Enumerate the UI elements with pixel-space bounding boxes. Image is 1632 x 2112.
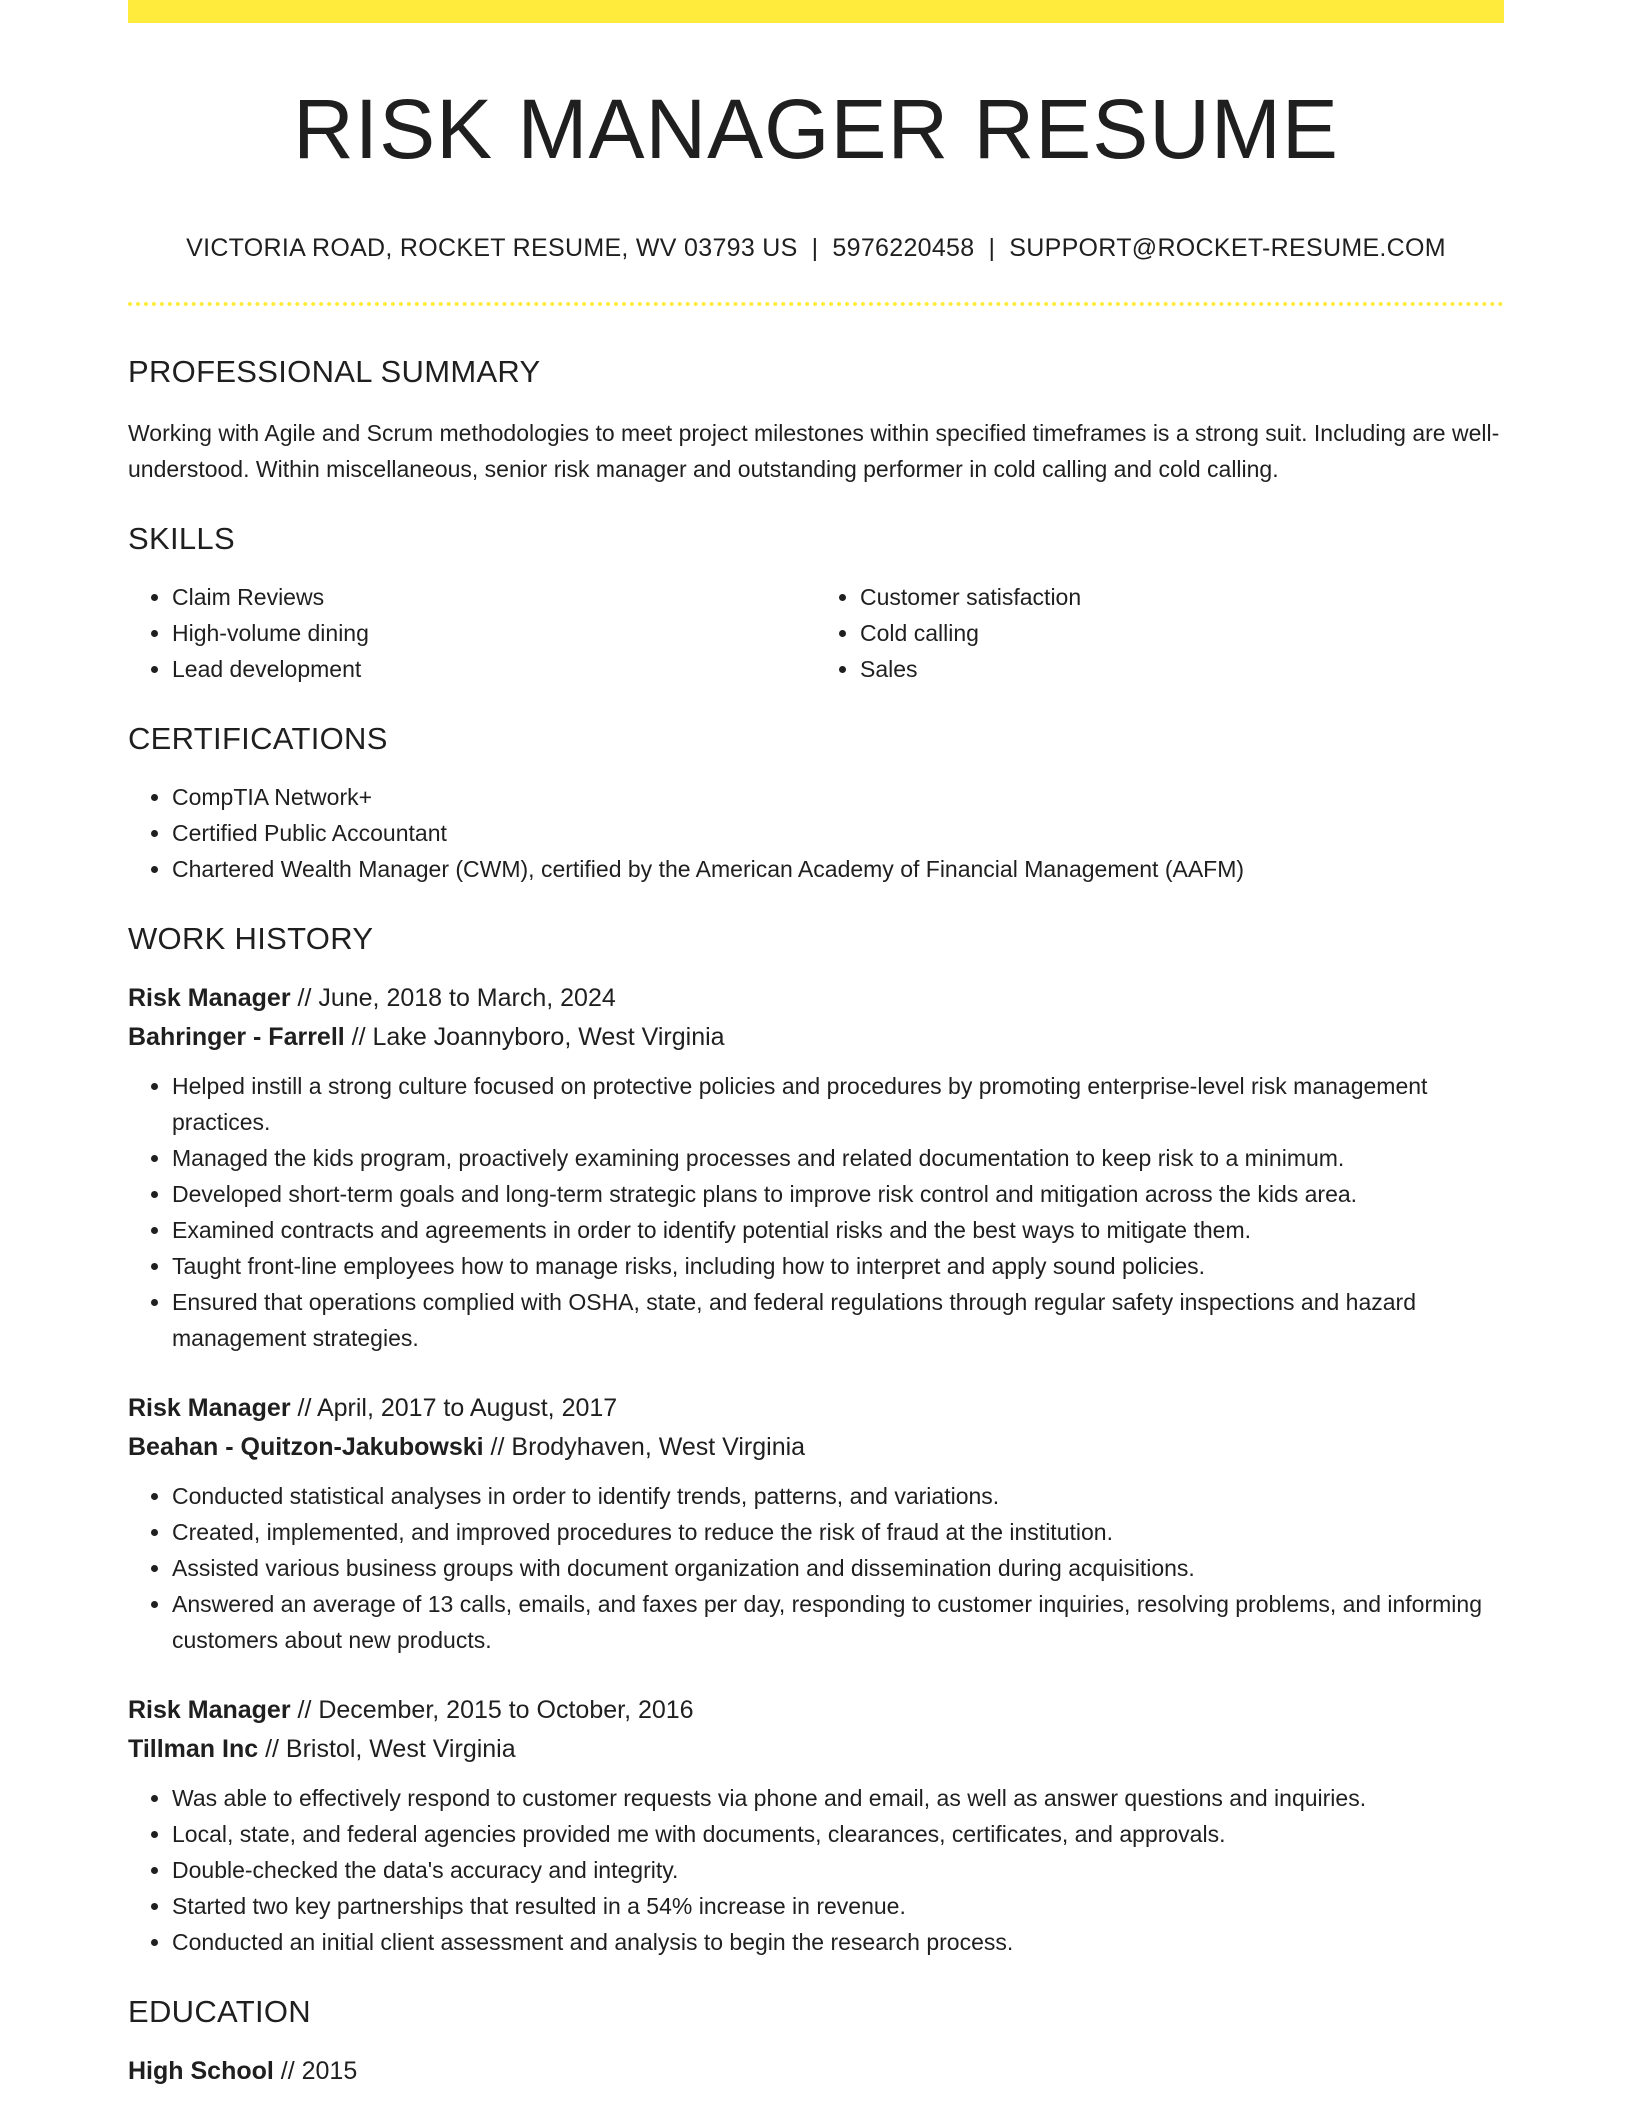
skills-list-left <box>128 579 816 687</box>
list-item: • High-volume dining <box>172 615 816 651</box>
list-item: • Answered an average of 13 calls, emails, and faxes per day, responding to customer inquiries, resolving problems, and informing customers about new products. <box>172 1586 1504 1658</box>
section-heading-education: EDUCATION <box>128 1994 311 2030</box>
job-role: Risk Manager <box>128 984 291 1013</box>
list-item: • Started two key partnerships that resulted in a 54% increase in revenue. <box>172 1888 1504 1924</box>
job-location: // Brodyhaven, West Virginia <box>483 1433 806 1462</box>
education-line <box>128 2052 1504 2091</box>
list-item: • Conducted an initial client assessment and analysis to begin the research process. <box>172 1924 1504 1960</box>
list-item: • CompTIA Network+ <box>172 779 1504 815</box>
section-heading-summary: PROFESSIONAL SUMMARY <box>128 354 541 390</box>
contact-line <box>128 233 1504 263</box>
list-item: • Double-checked the data's accuracy and integrity. <box>172 1852 1504 1888</box>
job-bullets <box>128 1478 1504 1658</box>
job-bullets <box>128 1780 1504 1960</box>
job-company: Tillman Inc <box>128 1735 259 1764</box>
contact-address: VICTORIA ROAD, ROCKET RESUME, WV 03793 US <box>186 234 798 263</box>
education-section <box>128 1993 1504 2091</box>
list-item: • Was able to effectively respond to customer requests via phone and email, as well as answer questions and inquiries. <box>172 1780 1504 1816</box>
list-item: • Developed short-term goals and long-term strategic plans to improve risk control and mitigation across the kids area. <box>172 1176 1504 1212</box>
list-item: • Taught front-line employees how to manage risks, including how to interpret and apply sound policies. <box>172 1248 1504 1284</box>
list-item: • Managed the kids program, proactively examining processes and related documentation to keep risk to a minimum. <box>172 1140 1504 1176</box>
contact-email: SUPPORT@ROCKET-RESUME.COM <box>1009 234 1446 263</box>
list-item: • Ensured that operations complied with OSHA, state, and federal regulations through regular safety inspections and hazard management strategies. <box>172 1284 1504 1356</box>
contact-phone: 5976220458 <box>832 234 975 263</box>
job-company: Bahringer - Farrell <box>128 1023 345 1052</box>
job-company-line <box>128 1428 1504 1467</box>
list-item: • Created, implemented, and improved procedures to reduce the risk of fraud at the institution. <box>172 1514 1504 1550</box>
skills-list-right <box>816 579 1504 687</box>
job-entry <box>128 1389 1504 1658</box>
job-dates: // April, 2017 to August, 2017 <box>290 1394 618 1423</box>
education-year: // 2015 <box>273 2057 358 2086</box>
list-item: • Sales <box>860 651 1504 687</box>
certifications-list <box>128 779 1504 887</box>
dotted-divider <box>128 302 1504 306</box>
list-item: • Examined contracts and agreements in order to identify potential risks and the best ways to mitigate them. <box>172 1212 1504 1248</box>
job-entry <box>128 979 1504 1356</box>
job-role: Risk Manager <box>128 1696 291 1725</box>
section-heading-skills: SKILLS <box>128 520 235 556</box>
list-item: • Cold calling <box>860 615 1504 651</box>
page-title: RISK MANAGER RESUME <box>293 82 1339 176</box>
job-dates: // December, 2015 to October, 2016 <box>290 1696 694 1725</box>
resume-page <box>128 0 1504 2091</box>
summary-text: Working with Agile and Scrum methodologies to meet project milestones within specified timeframes is a strong suit. Including are well-understood. Within miscellaneous, senior risk manager and outstanding performer in cold calling and cold calling. <box>128 419 1500 482</box>
list-item: • Chartered Wealth Manager (CWM), certified by the American Academy of Financial Management (AAFM) <box>172 851 1504 887</box>
summary-section <box>128 353 1504 486</box>
job-company: Beahan - Quitzon-Jakubowski <box>128 1433 484 1462</box>
list-item: • Local, state, and federal agencies provided me with documents, clearances, certificates, and approvals. <box>172 1816 1504 1852</box>
skills-grid <box>128 579 1504 687</box>
job-title-line <box>128 1691 1504 1730</box>
section-heading-certifications: CERTIFICATIONS <box>128 720 388 756</box>
job-title-line <box>128 1389 1504 1428</box>
skills-section <box>128 520 1504 687</box>
job-company-line <box>128 1730 1504 1769</box>
list-item: • Assisted various business groups with document organization and dissemination during acquisitions. <box>172 1550 1504 1586</box>
certifications-section <box>128 720 1504 887</box>
job-location: // Bristol, West Virginia <box>258 1735 516 1764</box>
job-company-line <box>128 1018 1504 1057</box>
list-item: • Helped instill a strong culture focused on protective policies and procedures by promoting enterprise-level risk management practices. <box>172 1068 1504 1140</box>
list-item: • Certified Public Accountant <box>172 815 1504 851</box>
contact-separator: | <box>988 234 996 263</box>
work-history-section <box>128 920 1504 1960</box>
job-location: // Lake Joannyboro, West Virginia <box>344 1023 725 1052</box>
list-item: • Conducted statistical analyses in order to identify trends, patterns, and variations. <box>172 1478 1504 1514</box>
job-title-line <box>128 979 1504 1018</box>
education-degree: High School <box>128 2057 274 2086</box>
contact-separator: | <box>811 234 819 263</box>
job-entry <box>128 1691 1504 1960</box>
section-heading-work-history: WORK HISTORY <box>128 920 374 956</box>
job-bullets <box>128 1068 1504 1356</box>
list-item: • Claim Reviews <box>172 579 816 615</box>
list-item: • Customer satisfaction <box>860 579 1504 615</box>
job-role: Risk Manager <box>128 1394 291 1423</box>
list-item: • Lead development <box>172 651 816 687</box>
job-dates: // June, 2018 to March, 2024 <box>290 984 616 1013</box>
accent-top-bar <box>128 0 1504 23</box>
